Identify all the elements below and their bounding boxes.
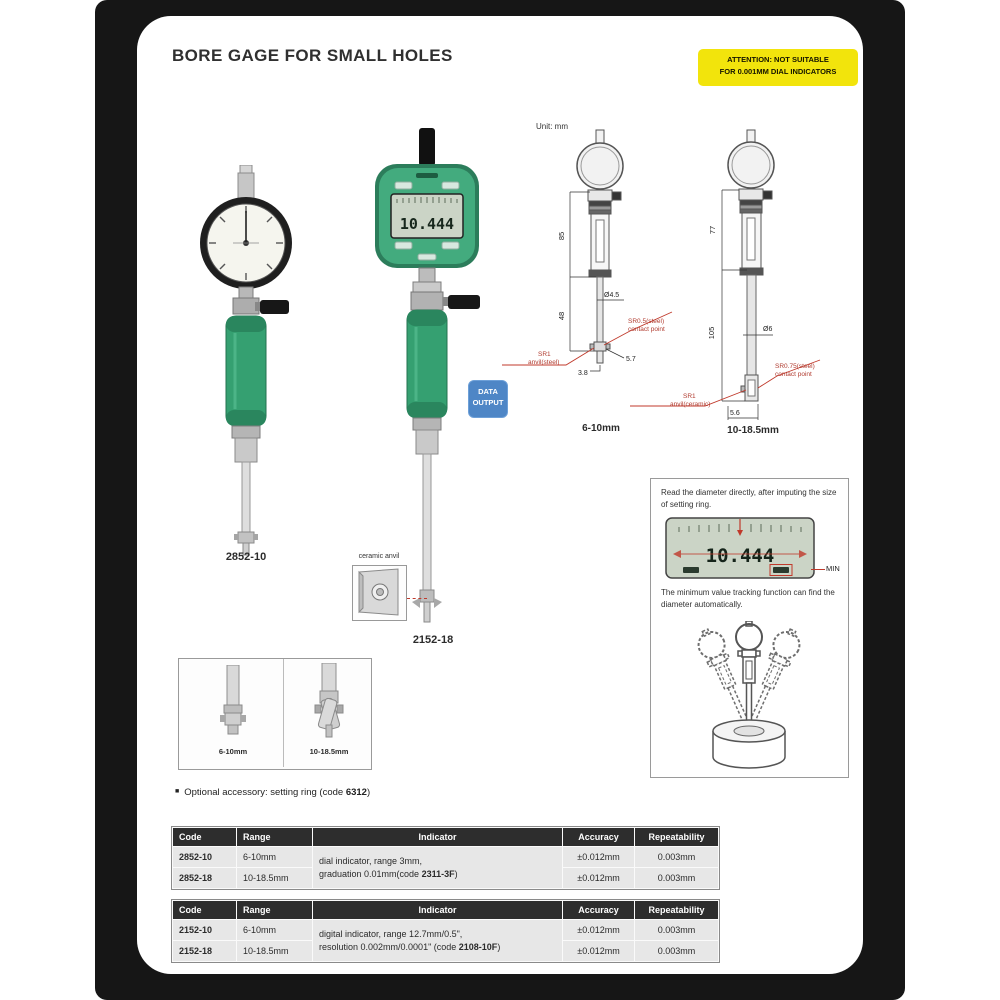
- display-info-box: [650, 478, 849, 778]
- col-header-code: Code: [173, 901, 237, 920]
- dim-5-6: 5.6: [730, 410, 740, 417]
- col-header-indicator: Indicator: [313, 828, 563, 847]
- tip-10-18-5-image: [303, 663, 355, 743]
- setting-ring-illustration: [671, 621, 827, 771]
- cell-accuracy: ±0.012mm: [563, 847, 635, 868]
- green-handle: [407, 310, 447, 418]
- drawing-10-18-5mm: [615, 118, 860, 438]
- cell-range: 10-18.5mm: [237, 941, 313, 962]
- ceramic-anvil-drawing: [353, 566, 404, 618]
- spec-table-2152: [172, 900, 719, 962]
- cell-accuracy: ±0.012mm: [563, 941, 635, 962]
- cell-indicator: digital indicator, range 12.7mm/0.5", resolution 0.002mm/0.0001" (code 2108-10F): [313, 920, 563, 962]
- indicator-code: 2108-10F: [458, 941, 498, 952]
- product-code-2152: 2152-18: [412, 634, 454, 646]
- cell-code: 2852-18: [173, 868, 237, 889]
- gage-outline: [728, 130, 774, 401]
- col-header-code: Code: [173, 828, 237, 847]
- attention-line2: FOR 0.001MM DIAL INDICATORS: [719, 67, 837, 76]
- lcd-min-tab: [773, 567, 789, 573]
- attention-line1: ATTENTION: NOT SUITABLE: [727, 55, 829, 64]
- dim-5-7: 5.7: [626, 356, 636, 363]
- ceramic-anvil-label: ceramic anvil: [358, 553, 400, 560]
- lcd-value: 10.444: [705, 545, 775, 567]
- info-paragraph-2: The minimum value tracking function can find the diameter automatically.: [661, 588, 835, 609]
- col-header-repeatability: Repeatability: [635, 828, 719, 847]
- tip-caption-10-18-5: 10-18.5mm: [309, 747, 349, 756]
- dim-105: 105: [707, 326, 716, 340]
- dim-48: 48: [557, 311, 566, 321]
- table-row: [173, 920, 719, 941]
- cell-repeatability: 0.003mm: [635, 941, 719, 962]
- cell-range: 6-10mm: [237, 920, 313, 941]
- dim-3-8: 3.8: [578, 370, 588, 377]
- cell-repeatability: 0.003mm: [635, 868, 719, 889]
- data-output-line2: OUTPUT: [472, 398, 504, 408]
- indicator-code: 2311-3F: [421, 868, 455, 879]
- col-header-range: Range: [237, 901, 313, 920]
- page-title: BORE GAGE FOR SMALL HOLES: [172, 46, 453, 65]
- contact-point-label-1: SR0.5(steel): [628, 318, 665, 325]
- table-header-row: [173, 901, 719, 920]
- col-header-indicator: Indicator: [313, 901, 563, 920]
- lcd-value: 10.444: [399, 215, 455, 233]
- col-header-accuracy: Accuracy: [563, 901, 635, 920]
- probe-tips-box: [178, 658, 372, 770]
- cell-repeatability: 0.003mm: [635, 920, 719, 941]
- dim-shaft-dia: Ø4.5: [604, 292, 620, 299]
- min-label: MIN: [826, 564, 840, 573]
- green-handle: [226, 316, 266, 426]
- info-paragraph-1: Read the diameter directly, after imputing the size of setting ring.: [661, 488, 837, 509]
- ceramic-anvil-pointer-line: [407, 598, 427, 599]
- cell-range: 6-10mm: [237, 847, 313, 868]
- contact-point-label-2: contact point: [628, 326, 665, 333]
- unit-label: Unit: mm: [536, 122, 568, 131]
- setting-ring: [713, 720, 785, 768]
- anvil-label-1: SR1: [538, 351, 551, 358]
- drawing-caption-6-10: 6-10mm: [582, 423, 620, 434]
- dial-indicator-head: [200, 165, 292, 289]
- anvil-label-2: anvil(steel): [528, 359, 560, 366]
- cell-accuracy: ±0.012mm: [563, 920, 635, 941]
- accessory-note: ■ Optional accessory: setting ring (code 6312): [175, 787, 371, 798]
- lcd-max-tab: [683, 567, 699, 573]
- table-header-row: [173, 828, 719, 847]
- min-pointer-line: [811, 569, 825, 570]
- lcd-display-illustration: [665, 517, 815, 579]
- drawing-caption-10-18-5: 10-18.5mm: [727, 425, 779, 436]
- cell-code: 2152-18: [173, 941, 237, 962]
- anvil-label-1: SR1: [683, 393, 696, 400]
- tip-caption-6-10: 6-10mm: [218, 747, 248, 756]
- attention-badge: [698, 49, 858, 86]
- tip-6-10-image: [209, 665, 257, 743]
- accessory-code: 6312: [345, 787, 367, 798]
- cell-accuracy: ±0.012mm: [563, 868, 635, 889]
- col-header-accuracy: Accuracy: [563, 828, 635, 847]
- dim-77: 77: [708, 225, 717, 235]
- clamp-and-knob: [233, 287, 289, 314]
- product-code-2852: 2852-10: [225, 551, 267, 563]
- ceramic-anvil-detail-box: [352, 565, 407, 621]
- contact-point-label-1: SR0.75(steel): [775, 363, 815, 370]
- table-row: [173, 847, 719, 868]
- contact-point-label-2: contact point: [775, 371, 812, 378]
- cell-code: 2152-10: [173, 920, 237, 941]
- cell-code: 2852-10: [173, 847, 237, 868]
- col-header-repeatability: Repeatability: [635, 901, 719, 920]
- cell-range: 10-18.5mm: [237, 868, 313, 889]
- cell-repeatability: 0.003mm: [635, 847, 719, 868]
- anvil-label-2: anvil(ceramic): [670, 401, 711, 408]
- cell-indicator: dial indicator, range 3mm, graduation 0.01mm(code 2311-3F): [313, 847, 563, 889]
- dim-85: 85: [557, 231, 566, 241]
- lower-shaft: [232, 426, 260, 555]
- dim-shaft-dia: Ø6: [763, 326, 773, 333]
- accessory-text: Optional accessory: setting ring (code: [184, 787, 346, 798]
- square-bullet-icon: ■: [175, 788, 180, 795]
- lower-shaft: [412, 418, 442, 622]
- col-header-range: Range: [237, 828, 313, 847]
- data-output-line1: DATA: [478, 387, 498, 396]
- clamp-and-knob: [411, 268, 480, 310]
- tips-divider: [283, 659, 284, 767]
- digital-indicator-head: [375, 128, 479, 268]
- spec-table-2852: [172, 827, 719, 889]
- dial-bore-gage-image: [185, 165, 310, 565]
